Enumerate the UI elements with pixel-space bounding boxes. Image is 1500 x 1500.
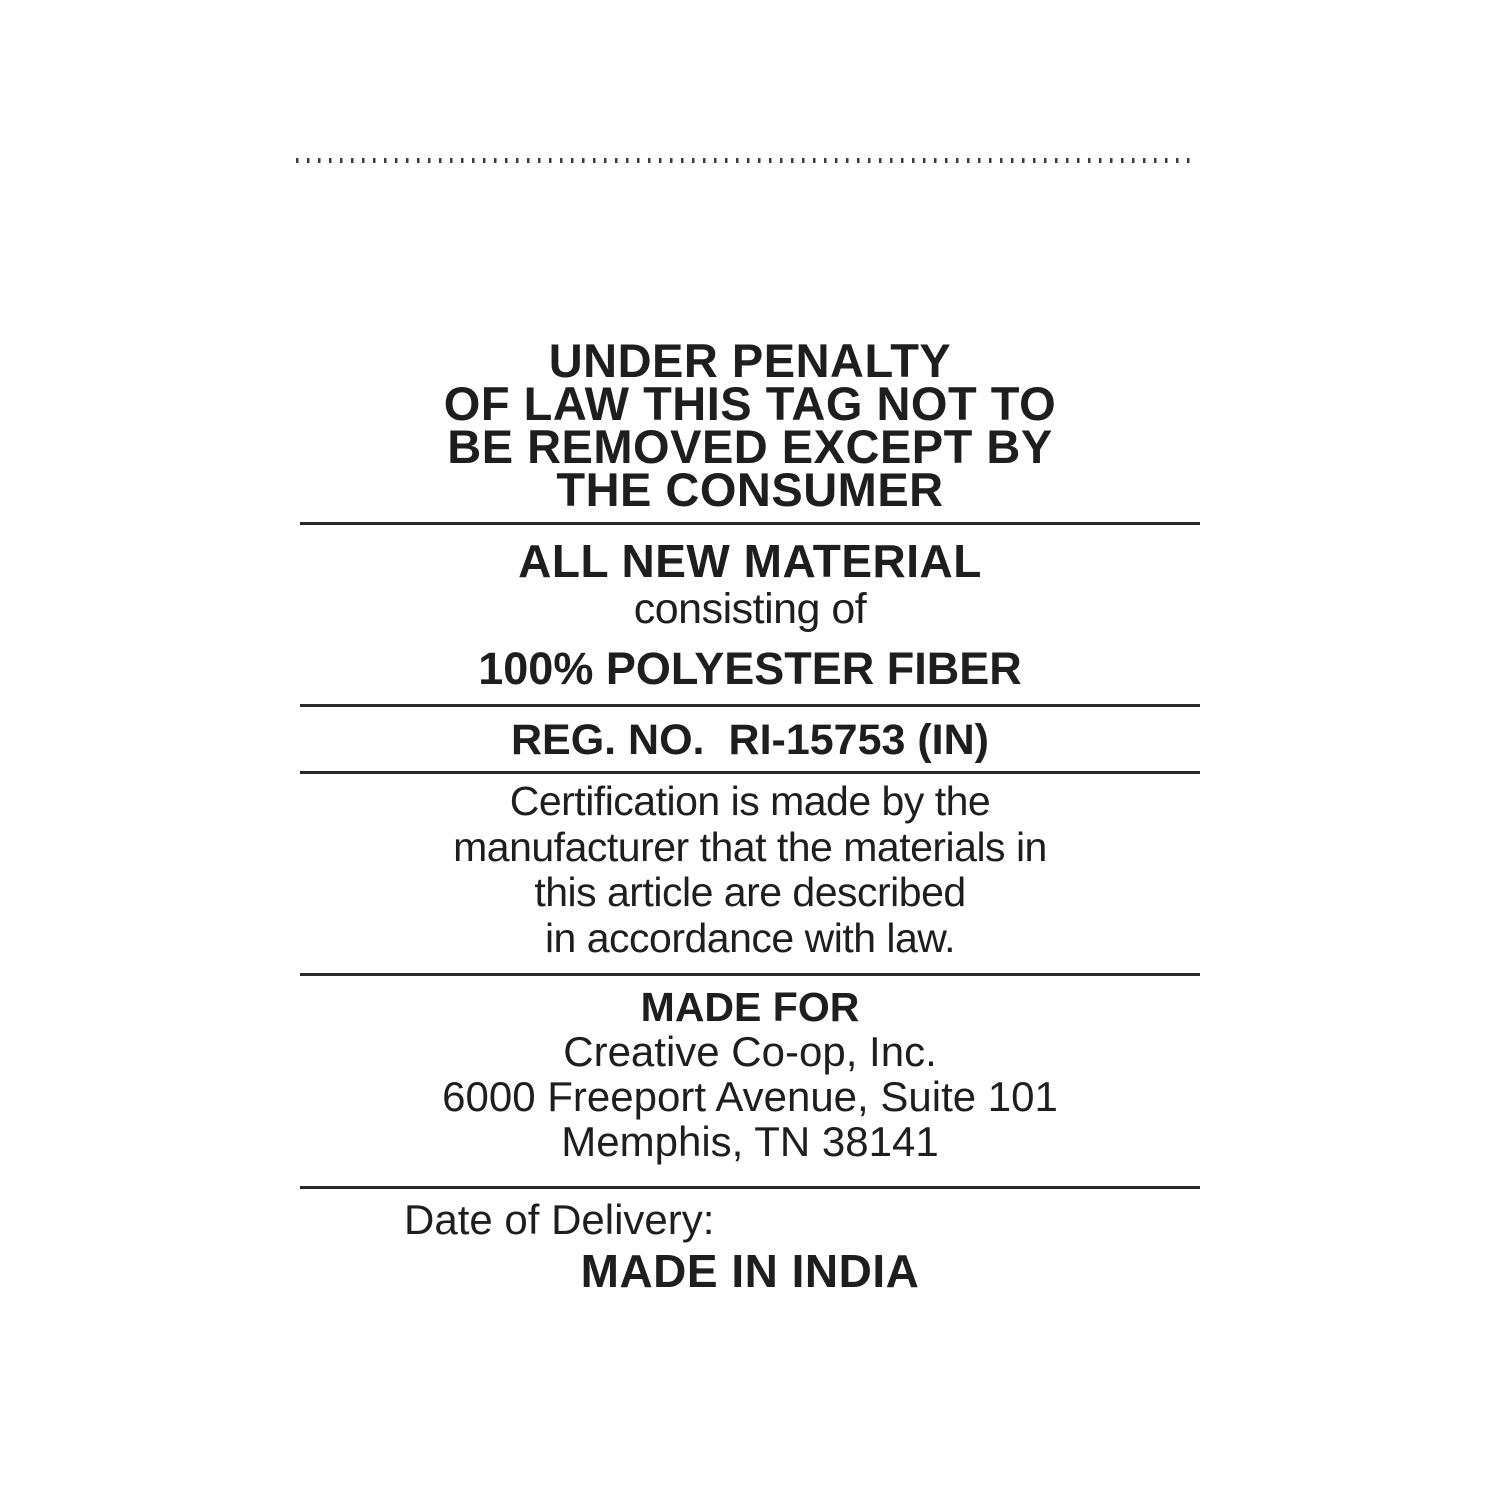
penalty-notice-line-2: OF LAW THIS TAG NOT TO [443,377,1057,430]
company-address-city: Memphis, TN 38141 [561,1118,939,1165]
company-address-street: 6000 Freeport Avenue, Suite 101 [442,1073,1058,1120]
country-of-origin: MADE IN INDIA [580,1245,920,1297]
material-content: 100% POLYESTER FIBER [478,643,1022,694]
company-name: Creative Co-op, Inc. [563,1028,937,1075]
material-subheading: consisting of [633,585,867,633]
perforation-dotted-line [296,158,1192,163]
divider-line [300,1186,1200,1189]
divider-line [300,771,1200,774]
divider-line [300,522,1200,525]
penalty-notice-line-1: UNDER PENALTY [548,334,952,387]
date-of-delivery-label: Date of Delivery: [404,1196,715,1243]
material-heading: ALL NEW MATERIAL [518,535,982,587]
certification-line-4: in accordance with law. [544,914,956,961]
registration-line [300,715,1200,765]
divider-line [300,704,1200,707]
made-for-heading: MADE FOR [640,984,860,1030]
divider-line [300,973,1200,976]
penalty-notice-line-4: THE CONSUMER [556,463,944,516]
law-label-tag [300,0,1200,1500]
penalty-notice-line-3: BE REMOVED EXCEPT BY [447,420,1053,473]
penalty-notice [300,334,1200,516]
registration-label: REG. NO. [510,716,705,764]
certification-line-3: this article are described [534,869,966,915]
certification-line-2: manufacturer that the materials in [453,823,1047,870]
certification-line-1: Certification is made by the [509,778,991,824]
registration-number: RI-15753 (IN) [728,716,989,764]
certification-text [300,779,1200,961]
